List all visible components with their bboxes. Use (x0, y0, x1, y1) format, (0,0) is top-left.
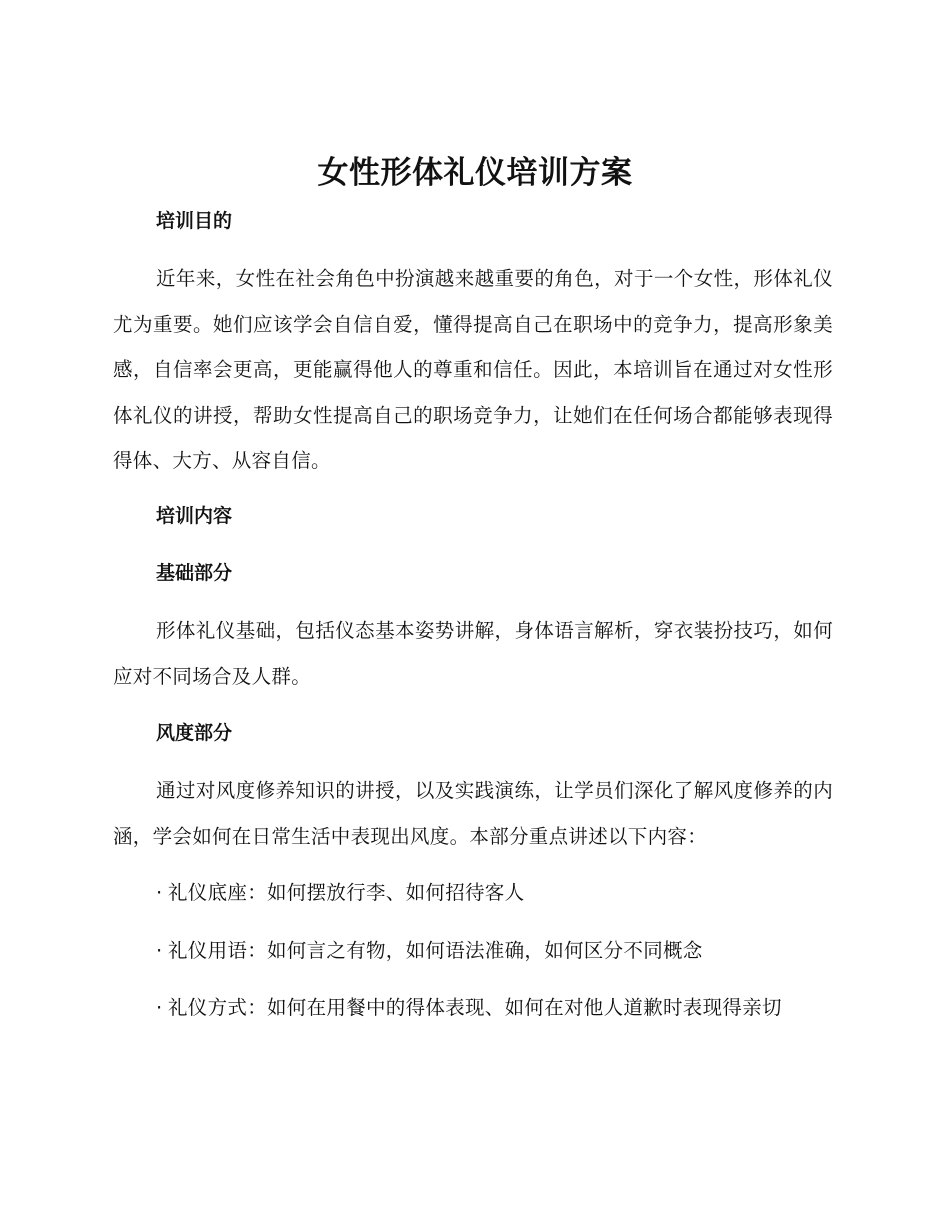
bullet-icon: · (156, 938, 163, 962)
list-item-text: 礼仪底座：如何摆放行李、如何招待客人 (168, 881, 525, 904)
list-item-text: 礼仪用语：如何言之有物，如何语法准确，如何区分不同概念 (168, 938, 703, 962)
section-heading-demeanor: 风度部分 (156, 722, 233, 744)
section-heading-basic: 基础部分 (156, 562, 233, 584)
list-item (113, 870, 833, 916)
list-item (113, 928, 833, 974)
list-item (113, 985, 833, 1031)
document-title: 女性形体礼仪培训方案 (317, 155, 633, 191)
purpose-paragraph: 近年来，女性在社会角色中扮演越来越重要的角色，对于一个女性，形体礼仪尤为重要。她们应该学会自信自爱，懂得提高自己在职场中的竞争力，提高形象美感，自信率会更高，更能赢得他人的尊重和信任。因此，本培训旨在通过对女性形体礼仪的讲授，帮助女性提高自己的职场竞争力，让她们在任何场合都能够表现得得体、大方、从容自信。 (113, 267, 833, 472)
bullet-icon: · (156, 881, 163, 904)
section-heading-content: 培训内容 (156, 505, 233, 527)
basic-paragraph: 形体礼仪基础，包括仪态基本姿势讲解，身体语言解析，穿衣装扮技巧，如何应对不同场合及人群。 (113, 619, 833, 688)
bullet-icon: · (156, 996, 163, 1019)
demeanor-paragraph: 通过对风度修养知识的讲授，以及实践演练，让学员们深化了解风度修养的内涵，学会如何在日常生活中表现出风度。本部分重点讲述以下内容： (113, 779, 833, 848)
section-heading-purpose: 培训目的 (156, 210, 233, 232)
demeanor-bullet-list (113, 870, 833, 1043)
list-item-text: 礼仪方式：如何在用餐中的得体表现、如何在对他人道歉时表现得亲切 (168, 996, 782, 1019)
